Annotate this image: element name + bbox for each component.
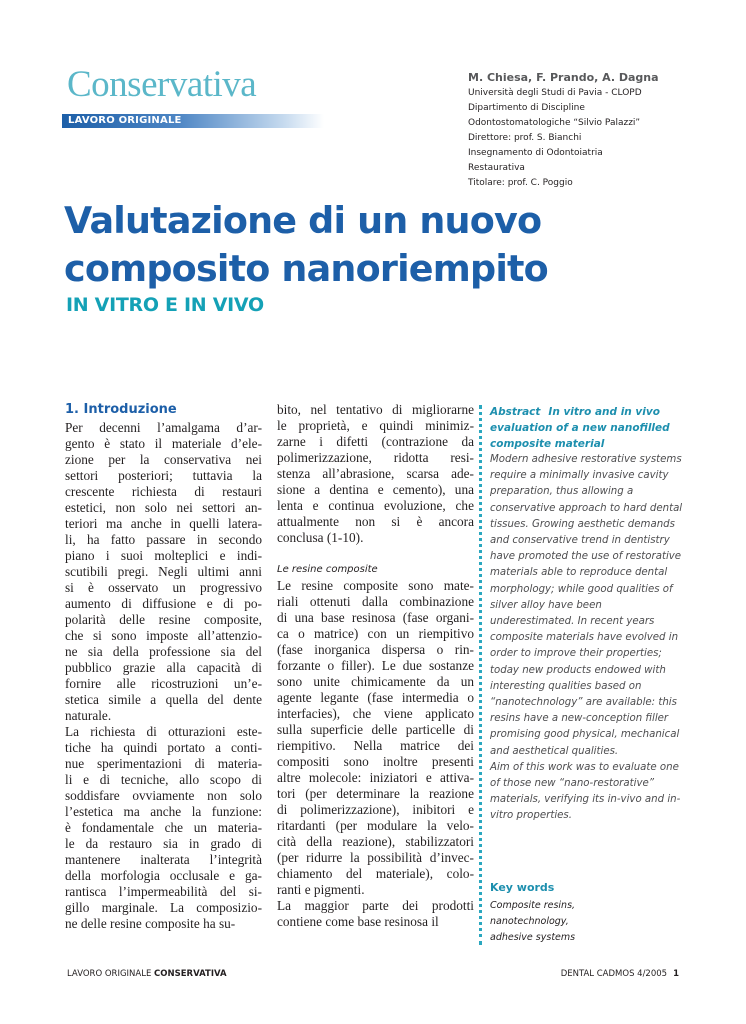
body-text-line: sione a dentina e cemento), una — [277, 482, 474, 497]
abstract-text-line: of those new “nano-restorative” — [490, 778, 655, 790]
body-text-line: naturale. — [65, 708, 112, 723]
page-number: 1 — [673, 969, 679, 979]
body-text-line: ne delle resine composite ha su- — [65, 916, 236, 931]
keywords-title: Key words — [490, 881, 555, 894]
abstract-text-line: and aesthetical qualities. — [490, 745, 619, 757]
abstract-title-line — [490, 404, 690, 420]
body-text-line: della morfologia occlusale e ga- — [65, 868, 262, 883]
body-text-line: chiamento del materiale), colo- — [277, 866, 474, 881]
keyword-item: nanotechnology, — [490, 916, 569, 927]
body-text-line: cità della reazione), stabilizzatori — [277, 834, 474, 849]
abstract-text-line: underestimated. In recent years — [490, 616, 655, 628]
body-text-line: si è osservato un progressivo — [65, 580, 262, 595]
section-heading-introduzione: 1. Introduzione — [65, 402, 177, 417]
body-text-line: gillo marginale. La composizio- — [65, 900, 262, 915]
abstract-text-line: silver alloy have been — [490, 599, 602, 611]
body-text-line: La maggior parte dei prodotti — [277, 898, 474, 913]
keywords-box — [490, 880, 575, 946]
abstract-text-line: promising good physical, mechanical — [490, 729, 680, 741]
affiliation-line: Odontostomatologiche “Silvio Palazzi” — [468, 118, 641, 128]
body-text-line: interfacies), che viene applicato — [277, 706, 474, 721]
body-text-line: bito, nel tentativo di migliorarne — [277, 402, 474, 417]
abstract-text-line: today new products endowed with — [490, 664, 666, 676]
affiliation-line: Insegnamento di Odontoiatria — [468, 148, 603, 158]
abstract-text-line: preparation, thus allowing a — [490, 486, 634, 498]
footer-right — [561, 969, 679, 979]
body-text-line: pubblico grazie alla capacità di — [65, 660, 262, 675]
body-text-line: zarne i difetti (contrazione da — [277, 434, 474, 449]
body-text-line: compositi sono inoltre presenti — [277, 754, 474, 769]
body-text-line: (per ridurre la possibilità d’invec- — [277, 850, 474, 865]
abstract-text-line: interesting qualities based on — [490, 680, 642, 692]
body-text-line: sono unite chimicamente da un — [277, 674, 474, 689]
body-text-line: le da restauro sia in grado di — [65, 836, 262, 851]
body-text-line: nue sperimentazioni di materia- — [65, 756, 262, 771]
body-text-line: polarità delle resine composite, — [65, 612, 262, 627]
body-text-line: lenta e continua evoluzione, che — [277, 498, 474, 513]
affiliation-line: Università degli Studi di Pavia - CLOPD — [468, 88, 642, 98]
body-text-line: di una base resinosa (fase organi- — [277, 610, 474, 625]
body-text-line: zione per la conservativa nei — [65, 452, 262, 467]
body-text-line: agente legante (fase intermedia o — [277, 690, 474, 705]
body-text-line: l’estetica ma anche la funzione: — [65, 804, 262, 819]
body-text-line: soddisfare ovviamente non solo — [65, 788, 262, 803]
body-text-line: di polimerizzazione), inibitori e — [277, 802, 474, 817]
body-text-line: stenza all’abrasione, scarsa ade- — [277, 466, 474, 481]
body-text-line: ranti e pigmenti. — [277, 882, 365, 897]
abstract-text-line: morphology; while good qualities of — [490, 583, 673, 595]
body-text-line: altre molecole: iniziatori e attiva- — [277, 770, 474, 785]
affiliation-line: Restaurativa — [468, 163, 525, 173]
footer-journal: DENTAL CADMOS 4/2005 — [560, 969, 668, 979]
body-text-line: fornire alle ricostruzioni un’e- — [65, 676, 262, 691]
body-text-line: che si sono imposte all’attenzio- — [65, 628, 262, 643]
keyword-item: Composite resins, — [490, 900, 576, 911]
body-text-line: è fondamentale che un materia- — [65, 820, 262, 835]
body-text-line: le proprietà, e quindi minimiz- — [277, 418, 474, 433]
abstract-text-line: materials, verifying its in-vivo and in- — [490, 794, 681, 806]
body-column-1 — [65, 402, 262, 932]
body-text-line: piano i suoi molteplici e indi- — [65, 548, 262, 563]
body-text-line: forzante o filler). Le due sostanze — [277, 658, 474, 673]
section-tag: LAVORO ORIGINALE — [68, 115, 182, 126]
body-text-line: ca o matrice) con un riempitivo — [277, 626, 474, 641]
keyword-item: adhesive systems — [490, 932, 576, 943]
footer-left — [67, 969, 227, 979]
body-text-line: tori (per determinare la reazione — [277, 786, 474, 801]
abstract-title-line: composite material — [490, 438, 605, 450]
body-text-line: Le resine composite sono mate- — [277, 578, 474, 593]
article-subtitle: IN VITRO E IN VIVO — [66, 294, 264, 316]
affiliation-line: Direttore: prof. S. Bianchi — [468, 133, 582, 143]
body-text-line: riempitivo. Nella matrice dei — [277, 738, 474, 753]
body-text-line: (fase inorganica dispersa o rin- — [277, 642, 474, 657]
body-text-line: li, ha fatto passare in secondo — [65, 532, 262, 547]
abstract-text-line: conservative approach to hard dental — [490, 502, 683, 514]
footer-section-bold: CONSERVATIVA — [154, 969, 227, 979]
body-text-line: gento è stato il materiale d’ele- — [65, 436, 262, 451]
section-title: Conservativa — [67, 64, 257, 105]
footer-section: LAVORO ORIGINALE — [67, 969, 152, 979]
body-text-line: La richiesta di otturazioni este- — [65, 724, 262, 739]
abstract-text-line: vitro properties. — [490, 810, 572, 822]
body-text-line: mantenere inalterata l’integrità — [65, 852, 262, 867]
abstract-text-line: Modern adhesive restorative systems — [490, 454, 682, 465]
abstract-text-line: order to improve their properties; — [490, 648, 662, 660]
body-text-line: sulla superficie delle particelle di — [277, 722, 474, 737]
body-text-line: scutibili pregi. Negli ultimi anni — [65, 564, 262, 579]
authors: M. Chiesa, F. Prando, A. Dagna — [468, 71, 659, 84]
body-text-line: teriori ma anche in quelli latera- — [65, 516, 262, 531]
abstract-text-line: tissues. Growing aesthetic demands — [490, 518, 675, 530]
body-text-line: ritardanti (per modulare la velo- — [277, 818, 474, 833]
abstract-text-line: composite materials have evolved in — [490, 632, 679, 644]
abstract-title-line: evaluation of a new nanofilled — [490, 422, 670, 434]
body-text-line: crescente richiesta di restauri — [65, 484, 262, 499]
body-text-line: contiene come base resinosa il — [277, 914, 439, 929]
body-text-line: ne sia della professione sia del — [65, 644, 262, 659]
subsection-heading: Le resine composite — [277, 564, 378, 575]
abstract-divider — [479, 405, 482, 945]
body-text-line: tiche ha quindi portato a conti- — [65, 740, 262, 755]
title-line-1: Valutazione di un nuovo — [64, 199, 542, 242]
abstract-text-line: Aim of this work was to evaluate one — [490, 761, 679, 773]
abstract-text-line: resins have a new-conception filler — [490, 713, 669, 725]
body-text-line: riali ottenuti dalla combinazione — [277, 594, 474, 609]
body-text-line: li e di tecniche, allo scopo di — [65, 772, 262, 787]
abstract-box — [490, 404, 690, 825]
body-text-line: attualmente non si è ancora — [277, 514, 474, 529]
affiliation — [468, 86, 642, 191]
abstract-text-line: and conservative trend in dentistry — [490, 535, 670, 547]
body-text-line: polimerizzazione, ridotta resi- — [277, 450, 474, 465]
body-text-line: estetici, non solo nei settori an- — [65, 500, 262, 515]
affiliation-line: Titolare: prof. C. Poggio — [468, 178, 573, 188]
abstract-text-line: require a minimally invasive cavity — [490, 470, 669, 482]
abstract-title-text: In vitro and in vivo — [548, 406, 660, 418]
abstract-text-line: “nanotechnology” are available: this — [490, 697, 677, 709]
abstract-label: Abstract — [490, 406, 541, 418]
affiliation-line: Dipartimento di Discipline — [468, 103, 585, 113]
body-column-2 — [277, 402, 474, 930]
body-text-line: Per decenni l’amalgama d’ar- — [65, 420, 262, 435]
body-text-line: stetica simile a quella del dente — [65, 692, 262, 707]
body-text-line: aumento di diffusione e di po- — [65, 596, 262, 611]
body-text-line: conclusa (1-10). — [277, 530, 364, 545]
article-title — [64, 197, 684, 293]
abstract-text-line: have promoted the use of restorative — [490, 551, 682, 563]
title-line-2: composito nanoriempito — [64, 247, 548, 290]
body-text-line: rantisca l’impermeabilità del si- — [65, 884, 262, 899]
body-text-line: settori posteriori; tuttavia la — [65, 468, 262, 483]
abstract-text-line: materials able to reproduce dental — [490, 567, 668, 579]
paragraph-gap — [277, 546, 474, 562]
